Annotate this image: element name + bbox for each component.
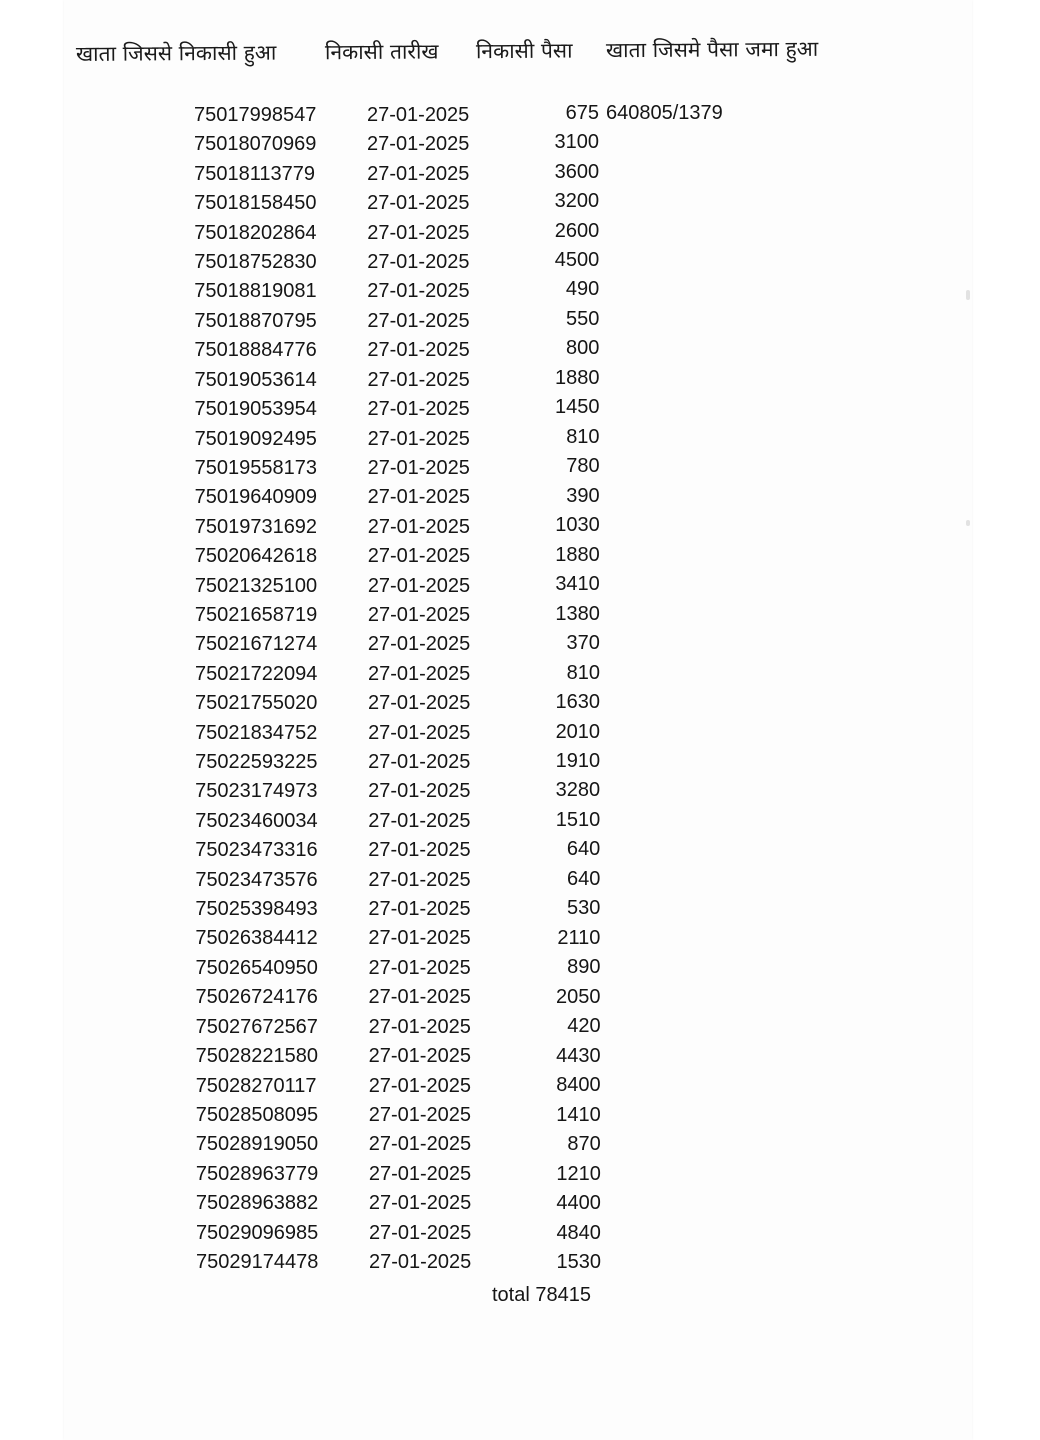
withdrawal-date: 27-01-2025 xyxy=(368,986,471,1009)
withdrawal-amount: 4400 xyxy=(556,1192,601,1215)
account-number: 75026384412 xyxy=(195,927,318,950)
header-withdrawal-amount: निकासी पैसा xyxy=(475,38,573,64)
withdrawal-amount: 2110 xyxy=(557,926,601,949)
withdrawal-date: 27-01-2025 xyxy=(367,162,470,185)
withdrawal-amount: 2050 xyxy=(556,985,601,1008)
account-number: 75019640909 xyxy=(194,486,318,509)
scan-speck xyxy=(966,520,970,526)
withdrawal-amount: 2600 xyxy=(554,219,600,242)
withdrawal-amount: 1880 xyxy=(554,366,600,389)
withdrawal-date: 27-01-2025 xyxy=(367,251,470,274)
withdrawal-date: 27-01-2025 xyxy=(367,221,470,244)
withdrawal-amount: 3600 xyxy=(554,160,600,183)
account-number: 75027672567 xyxy=(195,1015,318,1038)
account-number: 75021325100 xyxy=(194,574,318,597)
withdrawal-date: 27-01-2025 xyxy=(368,1162,472,1185)
account-number: 75018158450 xyxy=(194,192,317,215)
withdrawal-date: 27-01-2025 xyxy=(367,104,470,126)
account-number: 75023473316 xyxy=(195,839,318,862)
withdrawal-date: 27-01-2025 xyxy=(368,927,471,950)
account-number: 75023174973 xyxy=(195,780,318,803)
account-number: 75019053614 xyxy=(194,368,317,391)
account-number: 75018884776 xyxy=(194,339,317,362)
scan-speck xyxy=(966,290,970,300)
account-number: 75022593225 xyxy=(195,751,318,774)
withdrawal-amount: 890 xyxy=(567,956,601,979)
withdrawal-date: 27-01-2025 xyxy=(367,662,471,685)
withdrawal-amount: 4430 xyxy=(556,1044,601,1067)
account-number: 75028270117 xyxy=(195,1074,317,1097)
withdrawal-amount: 490 xyxy=(565,278,600,301)
account-number: 75018870795 xyxy=(194,309,317,332)
account-number: 75021671274 xyxy=(194,633,318,656)
account-number: 75029096985 xyxy=(195,1221,319,1244)
account-number: 75018202864 xyxy=(194,221,317,244)
withdrawal-amount: 2010 xyxy=(555,720,601,743)
account-number: 75019558173 xyxy=(194,456,317,479)
withdrawal-amount: 550 xyxy=(565,307,600,330)
withdrawal-date: 27-01-2025 xyxy=(368,839,471,862)
withdrawal-date: 27-01-2025 xyxy=(367,280,470,303)
withdrawal-amount: 1910 xyxy=(555,749,601,772)
account-number: 75021658719 xyxy=(194,603,318,626)
withdrawal-amount: 1530 xyxy=(556,1251,601,1273)
withdrawal-date: 27-01-2025 xyxy=(367,603,471,626)
withdrawal-amount: 1880 xyxy=(555,543,600,566)
withdrawal-date: 27-01-2025 xyxy=(368,1103,472,1126)
account-number: 75028963882 xyxy=(195,1192,319,1215)
withdrawal-date: 27-01-2025 xyxy=(367,456,470,479)
withdrawal-amount: 1450 xyxy=(555,396,600,419)
account-number: 75028508095 xyxy=(195,1103,319,1126)
account-number: 75023460034 xyxy=(195,809,318,832)
account-number: 75023473576 xyxy=(195,868,318,891)
withdrawal-date: 27-01-2025 xyxy=(367,515,471,538)
account-number: 75026724176 xyxy=(195,986,318,1009)
account-number: 75018070969 xyxy=(194,133,317,156)
withdrawal-amount: 1210 xyxy=(556,1162,601,1185)
withdrawal-amount: 675 xyxy=(565,101,599,124)
withdrawal-date: 27-01-2025 xyxy=(367,398,470,421)
withdrawal-amount: 3200 xyxy=(554,190,600,213)
account-number: 75026540950 xyxy=(195,956,318,979)
withdrawal-date: 27-01-2025 xyxy=(367,309,470,332)
withdrawal-date: 27-01-2025 xyxy=(369,1251,472,1273)
account-number: 75025398493 xyxy=(195,898,318,921)
account-number: 75028963779 xyxy=(195,1162,319,1185)
withdrawal-date: 27-01-2025 xyxy=(367,192,470,215)
account-number: 75021722094 xyxy=(194,662,318,685)
account-number: 75017998547 xyxy=(194,104,317,126)
withdrawal-date: 27-01-2025 xyxy=(367,368,470,391)
header-withdrawal-date: निकासी तारीख xyxy=(324,39,439,65)
withdrawal-amount: 390 xyxy=(566,484,600,507)
withdrawal-date: 27-01-2025 xyxy=(368,1015,471,1038)
withdrawal-amount: 3100 xyxy=(554,131,600,154)
withdrawal-date: 27-01-2025 xyxy=(368,1133,472,1156)
withdrawal-amount: 4500 xyxy=(554,248,600,271)
withdrawal-amount: 370 xyxy=(566,632,600,655)
account-number: 75021755020 xyxy=(195,692,318,715)
withdrawal-date: 27-01-2025 xyxy=(367,486,470,509)
withdrawal-amount: 1510 xyxy=(555,808,601,831)
withdrawal-date: 27-01-2025 xyxy=(368,898,471,921)
withdrawal-date: 27-01-2025 xyxy=(367,545,471,568)
withdrawal-date: 27-01-2025 xyxy=(367,574,471,597)
withdrawal-date: 27-01-2025 xyxy=(368,1221,472,1244)
account-number: 75028919050 xyxy=(195,1133,319,1156)
withdrawal-amount: 810 xyxy=(566,425,600,448)
withdrawal-amount: 1410 xyxy=(556,1103,601,1126)
withdrawal-amount: 1380 xyxy=(555,602,600,625)
withdrawal-amount: 800 xyxy=(566,337,600,360)
withdrawal-amount: 810 xyxy=(566,661,600,684)
deposit-account: 640805/1379 xyxy=(606,101,723,124)
withdrawal-date: 27-01-2025 xyxy=(368,721,471,744)
withdrawal-date: 27-01-2025 xyxy=(367,427,470,450)
withdrawal-amount: 4840 xyxy=(556,1221,601,1244)
account-number: 75019092495 xyxy=(194,427,317,450)
account-number: 75019731692 xyxy=(194,515,318,538)
withdrawal-date: 27-01-2025 xyxy=(368,780,471,803)
withdrawal-date: 27-01-2025 xyxy=(368,692,471,715)
account-number: 75018113779 xyxy=(194,162,315,185)
withdrawal-amount: 3410 xyxy=(555,573,600,596)
withdrawal-date: 27-01-2025 xyxy=(368,956,471,979)
withdrawal-date: 27-01-2025 xyxy=(368,809,471,832)
withdrawal-date: 27-01-2025 xyxy=(368,1074,471,1097)
withdrawal-amount: 1630 xyxy=(555,691,601,714)
withdrawal-date: 27-01-2025 xyxy=(367,633,471,656)
withdrawal-amount: 640 xyxy=(566,867,601,890)
header-from-account: खाता जिससे निकासी हुआ xyxy=(75,40,277,66)
withdrawal-date: 27-01-2025 xyxy=(368,1045,471,1068)
account-number: 75018819081 xyxy=(194,280,317,303)
withdrawal-amount: 530 xyxy=(567,897,601,920)
withdrawal-date: 27-01-2025 xyxy=(368,868,471,891)
total-amount: total 78415 xyxy=(492,1284,591,1306)
account-number: 75029174478 xyxy=(196,1251,319,1273)
account-number: 75018752830 xyxy=(194,251,317,274)
withdrawal-amount: 870 xyxy=(567,1133,601,1156)
header-to-account: खाता जिसमे पैसा जमा हुआ xyxy=(605,36,819,63)
withdrawal-amount: 420 xyxy=(567,1015,601,1038)
account-number: 75020642618 xyxy=(194,545,318,568)
withdrawal-amount: 780 xyxy=(566,455,600,478)
withdrawal-date: 27-01-2025 xyxy=(367,339,470,362)
withdrawal-amount: 8400 xyxy=(556,1074,601,1097)
withdrawal-amount: 3280 xyxy=(555,779,601,802)
withdrawal-date: 27-01-2025 xyxy=(367,133,470,156)
withdrawal-date: 27-01-2025 xyxy=(368,1192,472,1215)
account-number: 75021834752 xyxy=(195,721,318,744)
withdrawal-date: 27-01-2025 xyxy=(368,751,471,774)
withdrawal-amount: 1030 xyxy=(555,514,600,537)
account-number: 75028221580 xyxy=(195,1045,318,1068)
withdrawal-amount: 640 xyxy=(566,838,601,861)
account-number: 75019053954 xyxy=(194,398,317,421)
